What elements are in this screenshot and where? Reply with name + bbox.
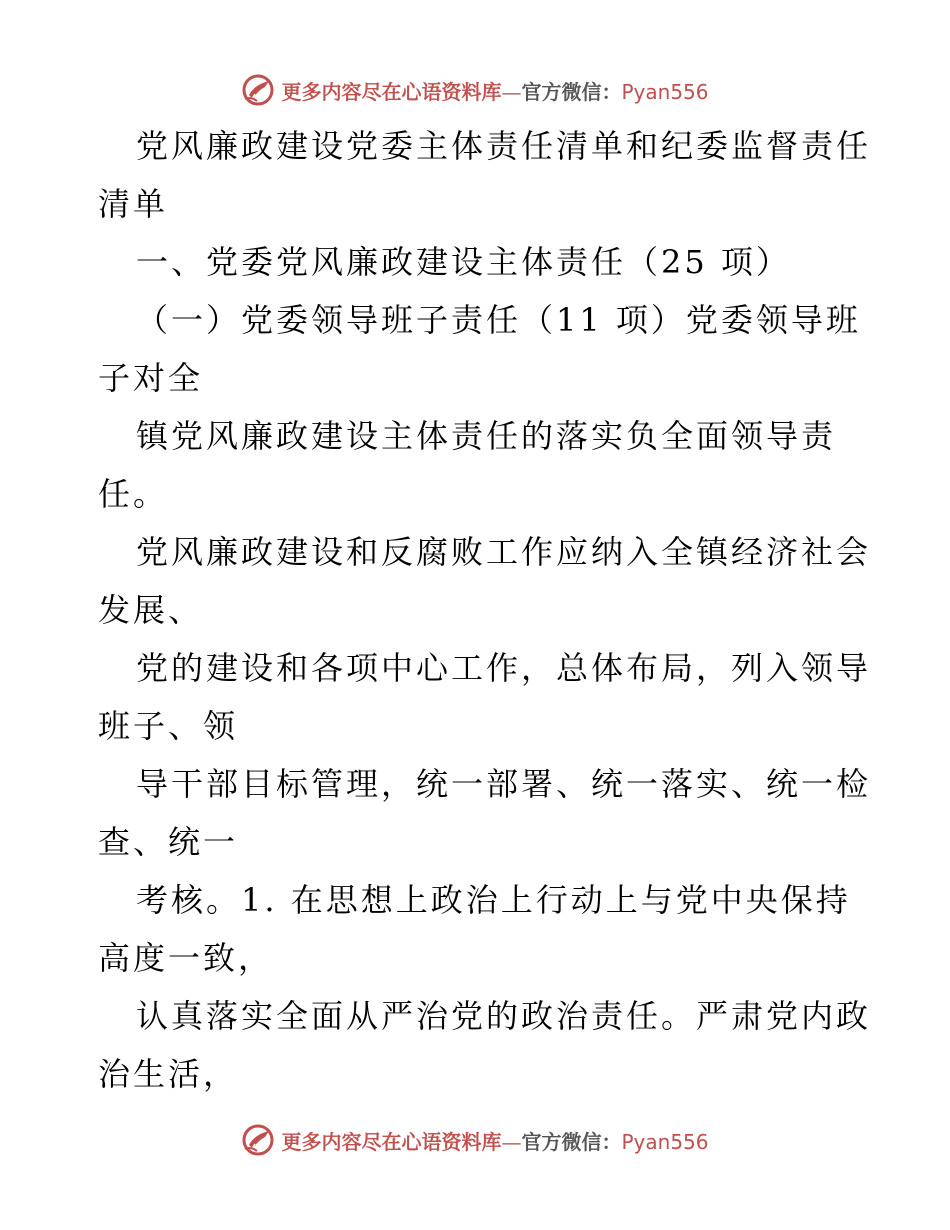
doc-title-line-2: 清单 [98, 185, 169, 223]
banner-wechat-label: 官方微信： [521, 79, 622, 104]
banner-separator: — [501, 1129, 522, 1154]
paragraph-line: 高度一致， [98, 939, 274, 977]
banner-wechat-label: 官方微信： [521, 1129, 622, 1154]
banner-text [281, 1126, 708, 1155]
paragraph-line: 认真落实全面从严治党的政治责任。严肃党内政 [136, 997, 872, 1035]
paragraph-line: 党的建设和各项中心工作，总体布局，列入领导 [136, 649, 872, 687]
doc-title-line-1: 党风廉政建设党委主体责任清单和纪委监督责任 [136, 127, 872, 165]
banner-main-text: 更多内容尽在心语资料库 [281, 1129, 502, 1154]
banner-text [281, 76, 708, 105]
banner-main-text: 更多内容尽在心语资料库 [281, 79, 502, 104]
header-banner [0, 70, 950, 110]
paragraph-line: 任。 [98, 475, 169, 513]
paragraph-line: 镇党风廉政建设主体责任的落实负全面领导责 [136, 417, 837, 455]
pen-logo-icon [241, 73, 275, 107]
paragraph-line: 查、统一 [98, 823, 239, 861]
banner-wechat-id: Pyan556 [621, 1129, 709, 1154]
banner-separator: — [501, 79, 522, 104]
footer-banner [0, 1120, 950, 1160]
paragraph-line: 治生活， [98, 1055, 239, 1093]
pen-logo-icon [241, 1123, 275, 1157]
paragraph-line: 班子、领 [98, 707, 239, 745]
section-heading: 一、党委党风廉政建设主体责任（25 项） [136, 243, 791, 281]
banner-wechat-id: Pyan556 [621, 79, 709, 104]
subsection-heading: （一）党委领导班子责任（11 项）党委领导班 [136, 301, 861, 339]
paragraph-line: 子对全 [98, 359, 204, 397]
paragraph-line: 考核。1. 在思想上政治上行动上与党中央保持 [136, 881, 851, 919]
paragraph-line: 发展、 [98, 591, 204, 629]
paragraph-line: 党风廉政建设和反腐败工作应纳入全镇经济社会 [136, 533, 872, 571]
paragraph-line: 导干部目标管理，统一部署、统一落实、统一检 [136, 765, 872, 803]
